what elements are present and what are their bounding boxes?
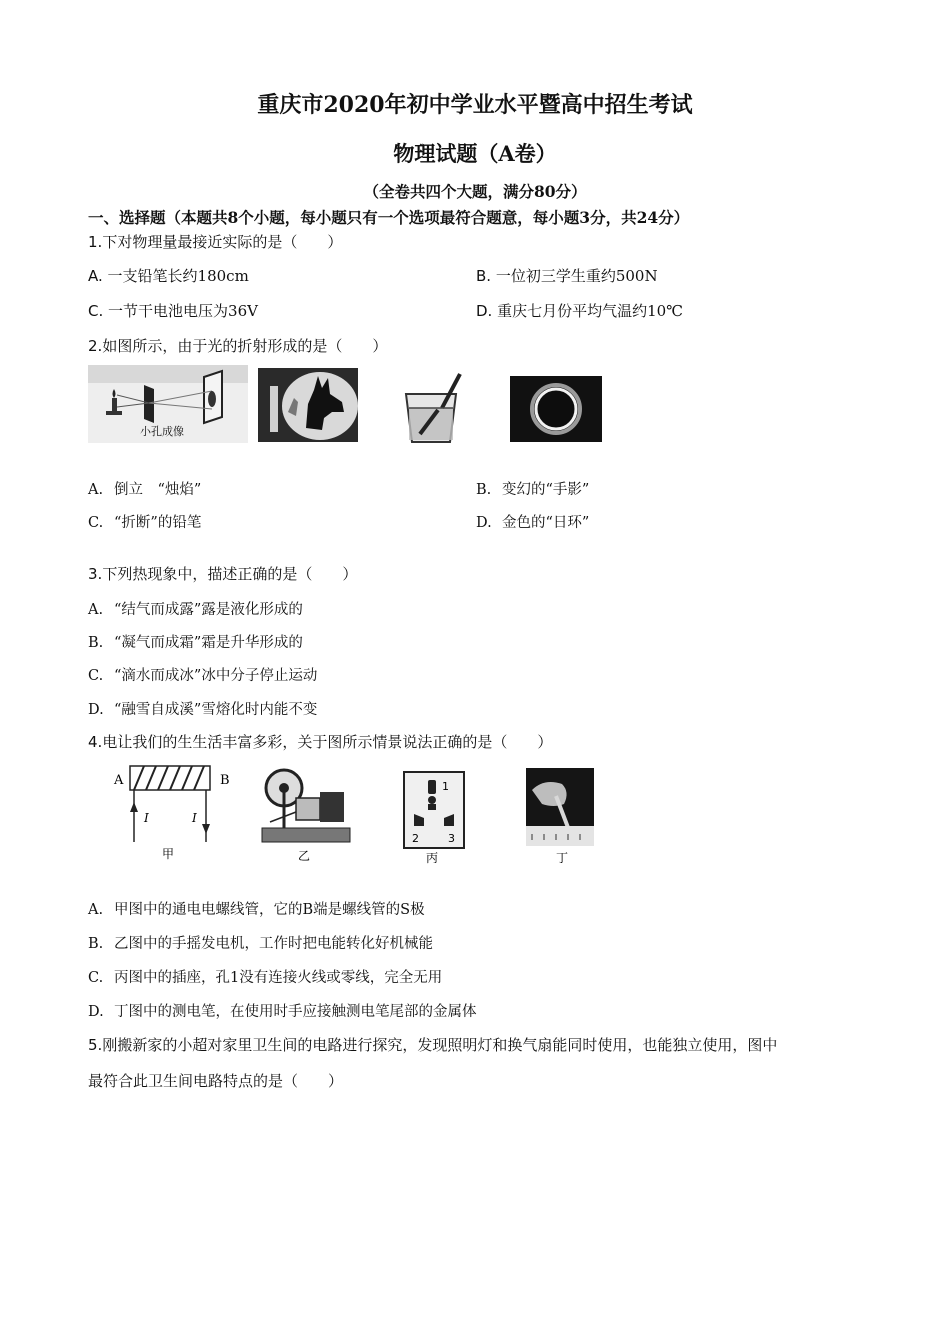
q3-option-c[interactable] <box>88 664 317 685</box>
option-text: “结气而成露”露是液化形成的 <box>114 602 303 618</box>
option-text: “滴水而成冰”冰中分子停止运动 <box>114 668 318 684</box>
question-2 <box>88 335 387 356</box>
option-text: 重庆七月份平均气温约10℃ <box>497 302 683 320</box>
q2-option-a[interactable] <box>88 478 201 499</box>
pinhole-camera-figure <box>88 365 248 443</box>
option-letter: B. <box>476 267 492 285</box>
option-letter: A. <box>88 602 104 618</box>
figure-bing-label: 丙 <box>426 851 439 865</box>
question-5-continued <box>88 1070 343 1091</box>
option-text: 倒立 “烛焰” <box>114 482 202 498</box>
figure-ding-label: 丁 <box>556 851 569 864</box>
question-3 <box>88 563 357 584</box>
option-letter: B. <box>88 936 104 952</box>
question-number: 4. <box>88 733 103 751</box>
q4-option-d[interactable] <box>88 1000 477 1021</box>
option-letter: D. <box>476 515 492 531</box>
question-stem: 电让我们的生生活丰富多彩，关于图所示情景说法正确的是（ ） <box>102 733 553 751</box>
option-text: 丁图中的测电笔，在使用时手应接触测电笔尾部的金属体 <box>114 1004 477 1020</box>
option-letter: B. <box>476 482 492 498</box>
option-letter: A. <box>88 482 104 498</box>
exam-subtitle: 物理试题（A卷） <box>393 141 557 166</box>
q2-option-b[interactable] <box>476 478 589 499</box>
option-letter: C. <box>88 302 104 320</box>
q1-option-d[interactable] <box>476 300 683 321</box>
socket-figure <box>400 770 468 866</box>
solar-eclipse-figure <box>510 376 602 442</box>
option-letter: A. <box>88 267 103 285</box>
question-number: 5. <box>88 1036 103 1054</box>
option-letter: D. <box>88 1004 104 1020</box>
option-text: 变幻的“手影” <box>502 482 590 498</box>
q4-option-b[interactable] <box>88 932 433 953</box>
q1-option-c[interactable] <box>88 300 258 321</box>
option-text: 一位初三学生重约500N <box>495 267 658 285</box>
q2-option-c[interactable] <box>88 511 201 532</box>
option-text: 一节干电池电压为36V <box>108 302 258 320</box>
q3-option-b[interactable] <box>88 631 303 652</box>
socket-hole-1: 1 <box>442 780 449 793</box>
solenoid-end-b: B <box>220 773 230 788</box>
q3-option-d[interactable] <box>88 698 317 719</box>
question-stem-line-1: 刚搬新家的小超对家里卫生间的电路进行探究，发现照明灯和换气扇能同时使用，也能独立使用，图中 <box>102 1036 778 1054</box>
hand-generator-figure <box>256 766 356 864</box>
option-letter: C. <box>88 970 104 986</box>
question-5 <box>88 1034 777 1055</box>
option-letter: C. <box>88 668 104 684</box>
question-1 <box>88 231 342 252</box>
option-text: “融雪自成溪”雪熔化时内能不变 <box>114 702 318 718</box>
test-pen-figure <box>526 768 594 864</box>
option-letter: C. <box>88 515 104 531</box>
question-4 <box>88 731 552 752</box>
hand-shadow-figure <box>258 368 358 442</box>
option-text: “折断”的铅笔 <box>114 515 202 531</box>
q1-option-b[interactable] <box>476 265 658 286</box>
option-text: 甲图中的通电电螺线管，它的B端是螺线管的S极 <box>114 902 425 918</box>
q4-option-c[interactable] <box>88 966 442 987</box>
question-number: 3. <box>88 565 103 583</box>
option-text: 金色的“日环” <box>502 515 590 531</box>
exam-title: 重庆市2020年初中学业水平暨高中招生考试 <box>257 92 693 118</box>
current-label-right: I <box>192 811 197 825</box>
question-stem: 下列热现象中，描述正确的是（ ） <box>102 565 358 583</box>
question-stem: 如图所示，由于光的折射形成的是（ ） <box>102 337 388 355</box>
question-stem: 下对物理量最接近实际的是（ ） <box>102 233 343 251</box>
option-text: “凝气而成霜”霜是升华形成的 <box>114 635 303 651</box>
option-letter: B. <box>88 635 104 651</box>
q3-option-a[interactable] <box>88 598 303 619</box>
question-stem-line-2: 最符合此卫生间电路特点的是（ ） <box>88 1072 344 1090</box>
q4-option-a[interactable] <box>88 898 425 919</box>
option-letter: A. <box>88 902 104 918</box>
figure-yi-label: 乙 <box>298 849 311 863</box>
figure-jia-label: 甲 <box>162 847 175 861</box>
pinhole-caption: 小孔成像 <box>140 425 184 438</box>
option-text: 乙图中的手摇发电机，工作时把电能转化好机械能 <box>114 936 433 952</box>
solenoid-figure <box>96 762 236 862</box>
option-text: 一支铅笔长约180cm <box>107 267 249 285</box>
option-text: 丙图中的插座，孔1没有连接火线或零线，完全无用 <box>114 970 443 986</box>
option-letter: D. <box>88 702 104 718</box>
section-heading: 一、选择题（本题共8个小题，每小题只有一个选项最符合题意，每小题3分，共24分） <box>88 208 690 227</box>
q2-option-d[interactable] <box>476 511 589 532</box>
option-letter: D. <box>476 302 493 320</box>
question-number: 1. <box>88 233 103 251</box>
bent-pencil-figure <box>400 372 464 444</box>
exam-note: （全卷共四个大题，满分80分） <box>363 182 587 201</box>
socket-hole-2: 2 <box>412 832 419 845</box>
question-number: 2. <box>88 337 103 355</box>
current-label-left: I <box>144 811 149 825</box>
solenoid-end-a: A <box>114 773 124 788</box>
socket-hole-3: 3 <box>448 832 455 845</box>
q1-option-a[interactable] <box>88 265 249 286</box>
